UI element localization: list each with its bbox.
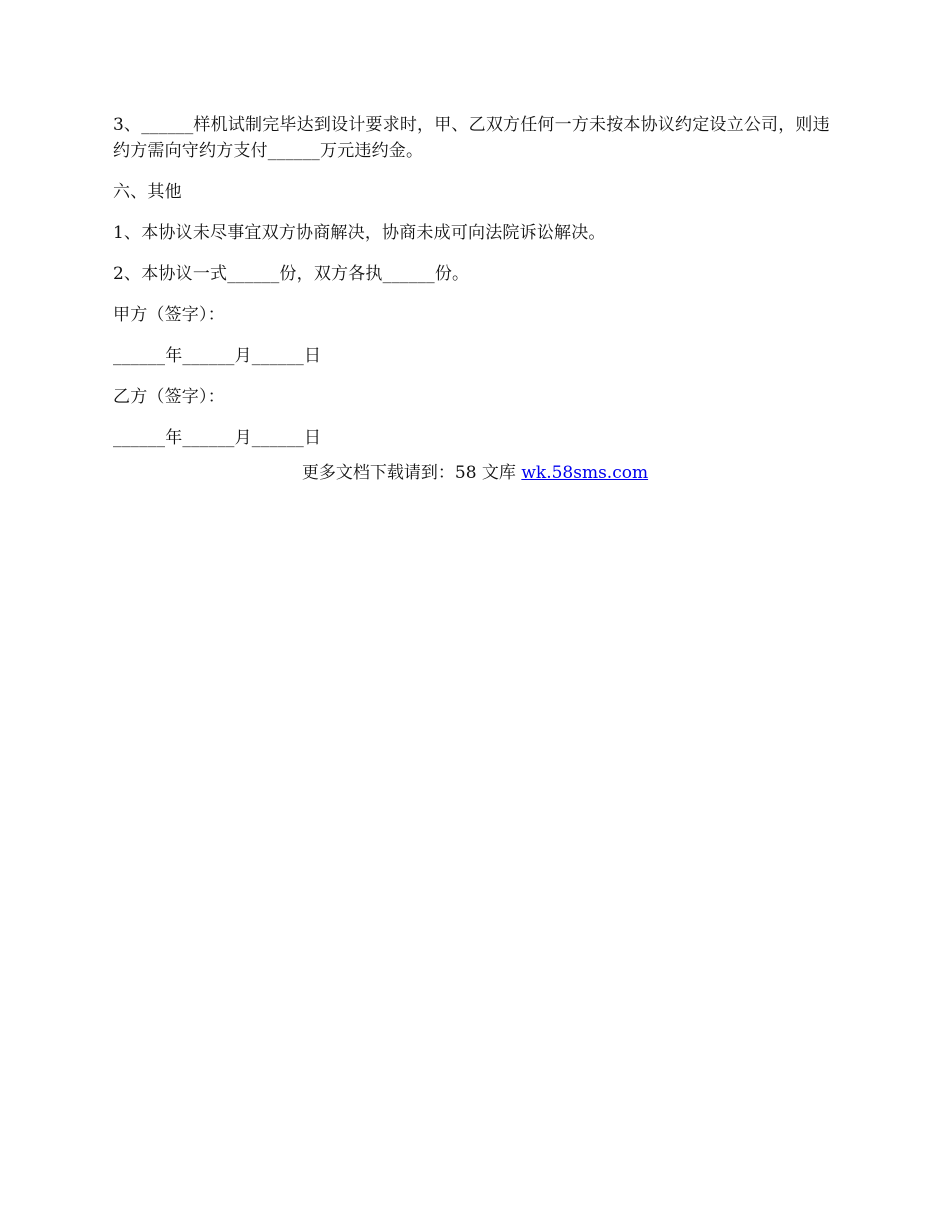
clause-1-disputes: 1、本协议未尽事宜双方协商解决，协商未成可向法院诉讼解决。 [113, 223, 606, 243]
party-b-signature: 乙方（签字）： [113, 387, 225, 407]
party-a-signature: 甲方（签字）： [113, 305, 225, 325]
clause-3-penalty: 3、______样机试制完毕达到设计要求时，甲、乙双方任何一方未按本协议约定设立公司，则违约方需向守约方支付______万元违约金。 [113, 115, 830, 161]
document-body [113, 112, 840, 466]
footer-text: 更多文档下载请到：58 文库 [301, 463, 522, 483]
party-a-date: ______年______月______日 [113, 346, 322, 366]
clause-2-copies: 2、本协议一式______份，双方各执______份。 [113, 264, 470, 284]
download-footer [0, 460, 950, 486]
footer-link[interactable]: wk.58sms.com [521, 463, 649, 483]
section-6-heading: 六、其他 [113, 182, 182, 202]
party-b-date: ______年______月______日 [113, 428, 322, 448]
